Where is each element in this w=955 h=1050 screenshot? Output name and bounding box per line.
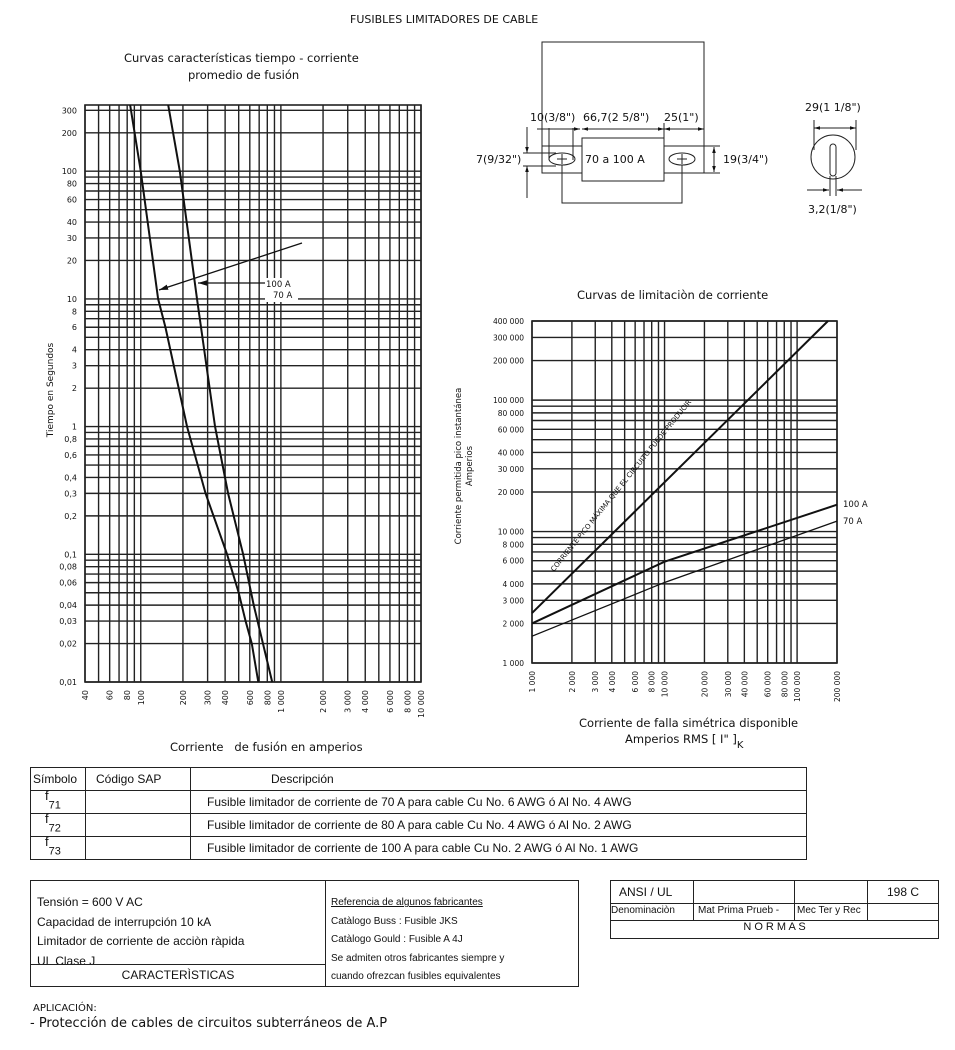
- y-tick-label: 4 000: [502, 579, 524, 589]
- sap-code-cell: [86, 837, 191, 860]
- y-tick-label: 10: [66, 294, 77, 304]
- y-tick-label: 60 000: [497, 425, 524, 435]
- y-tick-label: 20: [66, 256, 77, 266]
- ref-buss: Catàlogo Buss : Fusible JKS: [331, 915, 458, 927]
- y-tick-label: 100: [61, 167, 77, 177]
- y-tick-label: 0,4: [64, 473, 77, 483]
- symbol: f: [45, 810, 49, 826]
- divider: [693, 903, 694, 920]
- refs-title: Referencia de algunos fabricantes: [331, 897, 483, 908]
- y-tick-label: 0,02: [59, 639, 77, 649]
- norm-denomination: Denominaciòn: [611, 905, 675, 916]
- chart1-xlabel: Corriente de fusión en amperios: [170, 740, 363, 754]
- ref-gould: Catàlogo Gould : Fusible A 4J: [331, 934, 463, 945]
- col-symbol: Símbolo: [31, 768, 86, 791]
- norms-box: [610, 880, 939, 939]
- table-row: [31, 837, 807, 860]
- chart1-ylabel: Tiempo en Segundos: [46, 342, 56, 438]
- spec-class: UL Clase J: [37, 953, 96, 968]
- y-tick-label: 0,1: [64, 550, 77, 560]
- dim-hole-label: 7(9/32"): [476, 153, 522, 166]
- y-tick-label: 80: [66, 179, 77, 189]
- y-tick-label: 60: [66, 195, 77, 205]
- divider: [867, 881, 868, 903]
- x-tick-label: 80: [123, 690, 133, 701]
- y-tick-label: 8: [71, 307, 77, 317]
- x-tick-label: 600: [245, 690, 255, 706]
- y-tick-label: 6: [71, 323, 77, 333]
- dim-end-label: 25(1"): [664, 111, 699, 124]
- x-tick-label: 800: [263, 690, 273, 706]
- x-tick-label: 10 000: [660, 671, 670, 698]
- y-tick-label: 300: [61, 106, 77, 116]
- annotation-100a: 100 A: [266, 280, 291, 290]
- y-tick-label: 0,03: [59, 617, 77, 627]
- norms-footer: N O R M A S: [743, 921, 806, 933]
- sap-code-cell: [86, 791, 191, 814]
- y-tick-label: 0,6: [64, 450, 77, 460]
- table-row: [31, 814, 807, 837]
- y-tick-label: 30: [66, 233, 77, 243]
- chart1-title-line1: Curvas características tiempo - corriente: [124, 51, 359, 65]
- ref-note-2: cuando ofrezcan fusibles equivalentes: [331, 971, 501, 982]
- x-tick-label: 1 000: [528, 671, 537, 693]
- y-tick-label: 0,2: [64, 511, 77, 521]
- description-cell: Fusible limitador de corriente de 80 A para cable Cu No. 4 AWG ó Al No. 2 AWG: [191, 814, 807, 837]
- chart2-xlabel-subscript: K: [736, 740, 744, 751]
- y-tick-label: 80 000: [497, 408, 524, 418]
- x-tick-label: 3 000: [591, 671, 601, 693]
- application-label: APLICACIÓN:: [33, 1003, 97, 1014]
- blade-slot: [830, 144, 836, 176]
- norm-materials: Mat Prima Prueb -: [698, 905, 780, 916]
- x-tick-label: 60 000: [763, 671, 773, 698]
- spec-interrupt-capacity: Capacidad de interrupción 10 kA: [37, 914, 212, 929]
- table-header: [31, 768, 807, 791]
- ref-note-1: Se admiten otros fabricantes siempre y: [331, 952, 505, 964]
- x-tick-label: 100 000: [793, 671, 803, 703]
- spec-type: Limitador de corriente de acciòn ràpida: [37, 934, 245, 948]
- x-tick-label: 8 000: [403, 690, 413, 713]
- y-tick-label: 100 000: [492, 396, 524, 406]
- chart2-title: Curvas de limitaciòn de corriente: [577, 288, 769, 302]
- x-tick-label: 8 000: [647, 671, 657, 693]
- y-tick-label: 200: [61, 128, 77, 138]
- fuse-drawing: [0, 0, 955, 240]
- chart2-xlabel-line1: Corriente de falla simétrica disponible: [579, 716, 799, 730]
- x-tick-label: 3 000: [343, 690, 353, 713]
- symbol: f: [45, 833, 49, 849]
- y-tick-label: 0,08: [59, 562, 77, 572]
- y-tick-label: 300 000: [492, 333, 524, 343]
- chart2-ylabel-line2: Amperios: [465, 445, 475, 487]
- annotation-70a: 70 A: [273, 291, 293, 301]
- manufacturer-refs: [331, 894, 504, 987]
- x-tick-label: 40: [81, 690, 90, 701]
- y-tick-label: 1: [71, 422, 77, 432]
- x-tick-label: 300: [203, 690, 213, 706]
- y-tick-label: 40 000: [497, 448, 524, 458]
- y-tick-label: 3 000: [502, 596, 524, 606]
- table-row: [31, 791, 807, 814]
- x-tick-label: 4 000: [361, 690, 371, 713]
- chart2-xlabel-line2-text: Amperios RMS [ I" ]: [625, 732, 737, 746]
- norm-number: 198 C: [887, 885, 920, 899]
- symbol-sub: 73: [48, 845, 61, 858]
- series-label-70a: 70 A: [843, 517, 863, 527]
- description-cell: Fusible limitador de corriente de 70 A para cable Cu No. 6 AWG ó Al No. 4 AWG: [191, 791, 807, 814]
- y-tick-label: 6 000: [502, 556, 524, 566]
- y-tick-label: 8 000: [502, 540, 524, 550]
- x-tick-label: 80 000: [780, 671, 790, 698]
- x-tick-label: 100: [136, 690, 146, 706]
- y-tick-label: 0,06: [59, 578, 77, 588]
- y-tick-label: 40: [66, 218, 77, 228]
- x-tick-label: 30 000: [723, 671, 733, 698]
- description-cell: Fusible limitador de corriente de 100 A para cable Cu No. 2 AWG ó Al No. 1 AWG: [191, 837, 807, 860]
- x-tick-label: 200 000: [833, 671, 842, 703]
- col-description: Descripción: [191, 768, 807, 791]
- x-tick-label: 40 000: [740, 671, 750, 698]
- divider: [794, 903, 795, 920]
- x-tick-label: 2 000: [319, 690, 329, 713]
- characteristics-left: [31, 881, 326, 986]
- symbol-cell: [31, 787, 86, 814]
- x-tick-label: 4 000: [607, 671, 617, 693]
- norms-row-1: [611, 881, 938, 904]
- y-tick-label: 4: [71, 345, 77, 355]
- x-tick-label: 2 000: [567, 671, 577, 693]
- chart2-grid: [532, 321, 837, 663]
- dim-height-label: 19(3/4"): [723, 153, 769, 166]
- y-tick-label: 2 000: [502, 619, 524, 629]
- characteristics-heading: CARACTERÌSTICAS: [31, 964, 325, 986]
- y-tick-label: 0,8: [64, 434, 77, 444]
- norm-mechanical: Mec Ter y Rec: [797, 905, 861, 916]
- y-tick-label: 0,3: [64, 489, 77, 499]
- series-label-peak: CORRIENTE PICO MÁXIMA QUE EL CIRCUITO PUEDE PRODUCIR: [549, 398, 694, 574]
- y-tick-label: 20 000: [497, 488, 524, 497]
- sap-code-cell: [86, 814, 191, 837]
- symbol-sub: 72: [48, 822, 61, 835]
- dim-tab-label: 10(3/8"): [530, 111, 576, 124]
- dim-body-label: 66,7(2 5/8"): [583, 111, 650, 124]
- y-tick-label: 2: [71, 384, 77, 394]
- application-text: - Protección de cables de circuitos subterráneos de A.P: [30, 1016, 388, 1031]
- x-tick-label: 1 000: [276, 690, 286, 713]
- symbol-cell: [31, 810, 86, 837]
- divider: [794, 881, 795, 903]
- document-title: FUSIBLES LIMITADORES DE CABLE: [350, 13, 539, 26]
- x-tick-label: 200: [178, 690, 188, 706]
- spec-voltage: Tensión = 600 V AC: [37, 895, 143, 909]
- y-tick-label: 30 000: [497, 464, 524, 474]
- chart1-title-line2: promedio de fusión: [188, 68, 300, 82]
- y-tick-label: 10 000: [497, 527, 524, 537]
- x-tick-label: 60: [105, 690, 115, 701]
- x-tick-label: 6 000: [631, 671, 641, 693]
- x-tick-label: 6 000: [385, 690, 395, 713]
- overall-length-line: [542, 42, 704, 146]
- y-tick-label: 1 000: [502, 659, 524, 668]
- y-tick-label: 400 000: [492, 317, 524, 326]
- divider: [693, 881, 694, 903]
- y-tick-label: 0,04: [59, 601, 77, 611]
- y-tick-label: 200 000: [492, 356, 524, 366]
- x-tick-label: 20 000: [700, 671, 710, 698]
- dim-diameter-label: 29(1 1/8"): [805, 101, 861, 114]
- characteristics-box: [30, 880, 579, 987]
- y-tick-label: 3: [71, 361, 77, 371]
- fuse-table: [30, 767, 807, 860]
- norm-standard: ANSI / UL: [619, 885, 673, 899]
- norms-row-2: [611, 903, 938, 921]
- x-tick-label: 400: [221, 690, 231, 706]
- col-sap-code: Código SAP: [86, 768, 191, 791]
- chart2-ylabel-line1: Corriente permitida pico instantánea: [454, 387, 464, 545]
- fuse-end-view: [811, 135, 855, 179]
- symbol: f: [45, 787, 49, 803]
- dim-slot-label: 3,2(1/8"): [808, 203, 857, 216]
- divider: [867, 903, 868, 920]
- series-label-100a: 100 A: [843, 500, 868, 510]
- symbol-sub: 71: [48, 799, 61, 812]
- y-tick-label: 0,01: [59, 678, 77, 687]
- symbol-cell: [31, 833, 86, 860]
- fuse-rating-label: 70 a 100 A: [585, 153, 645, 166]
- x-tick-label: 10 000: [417, 690, 426, 718]
